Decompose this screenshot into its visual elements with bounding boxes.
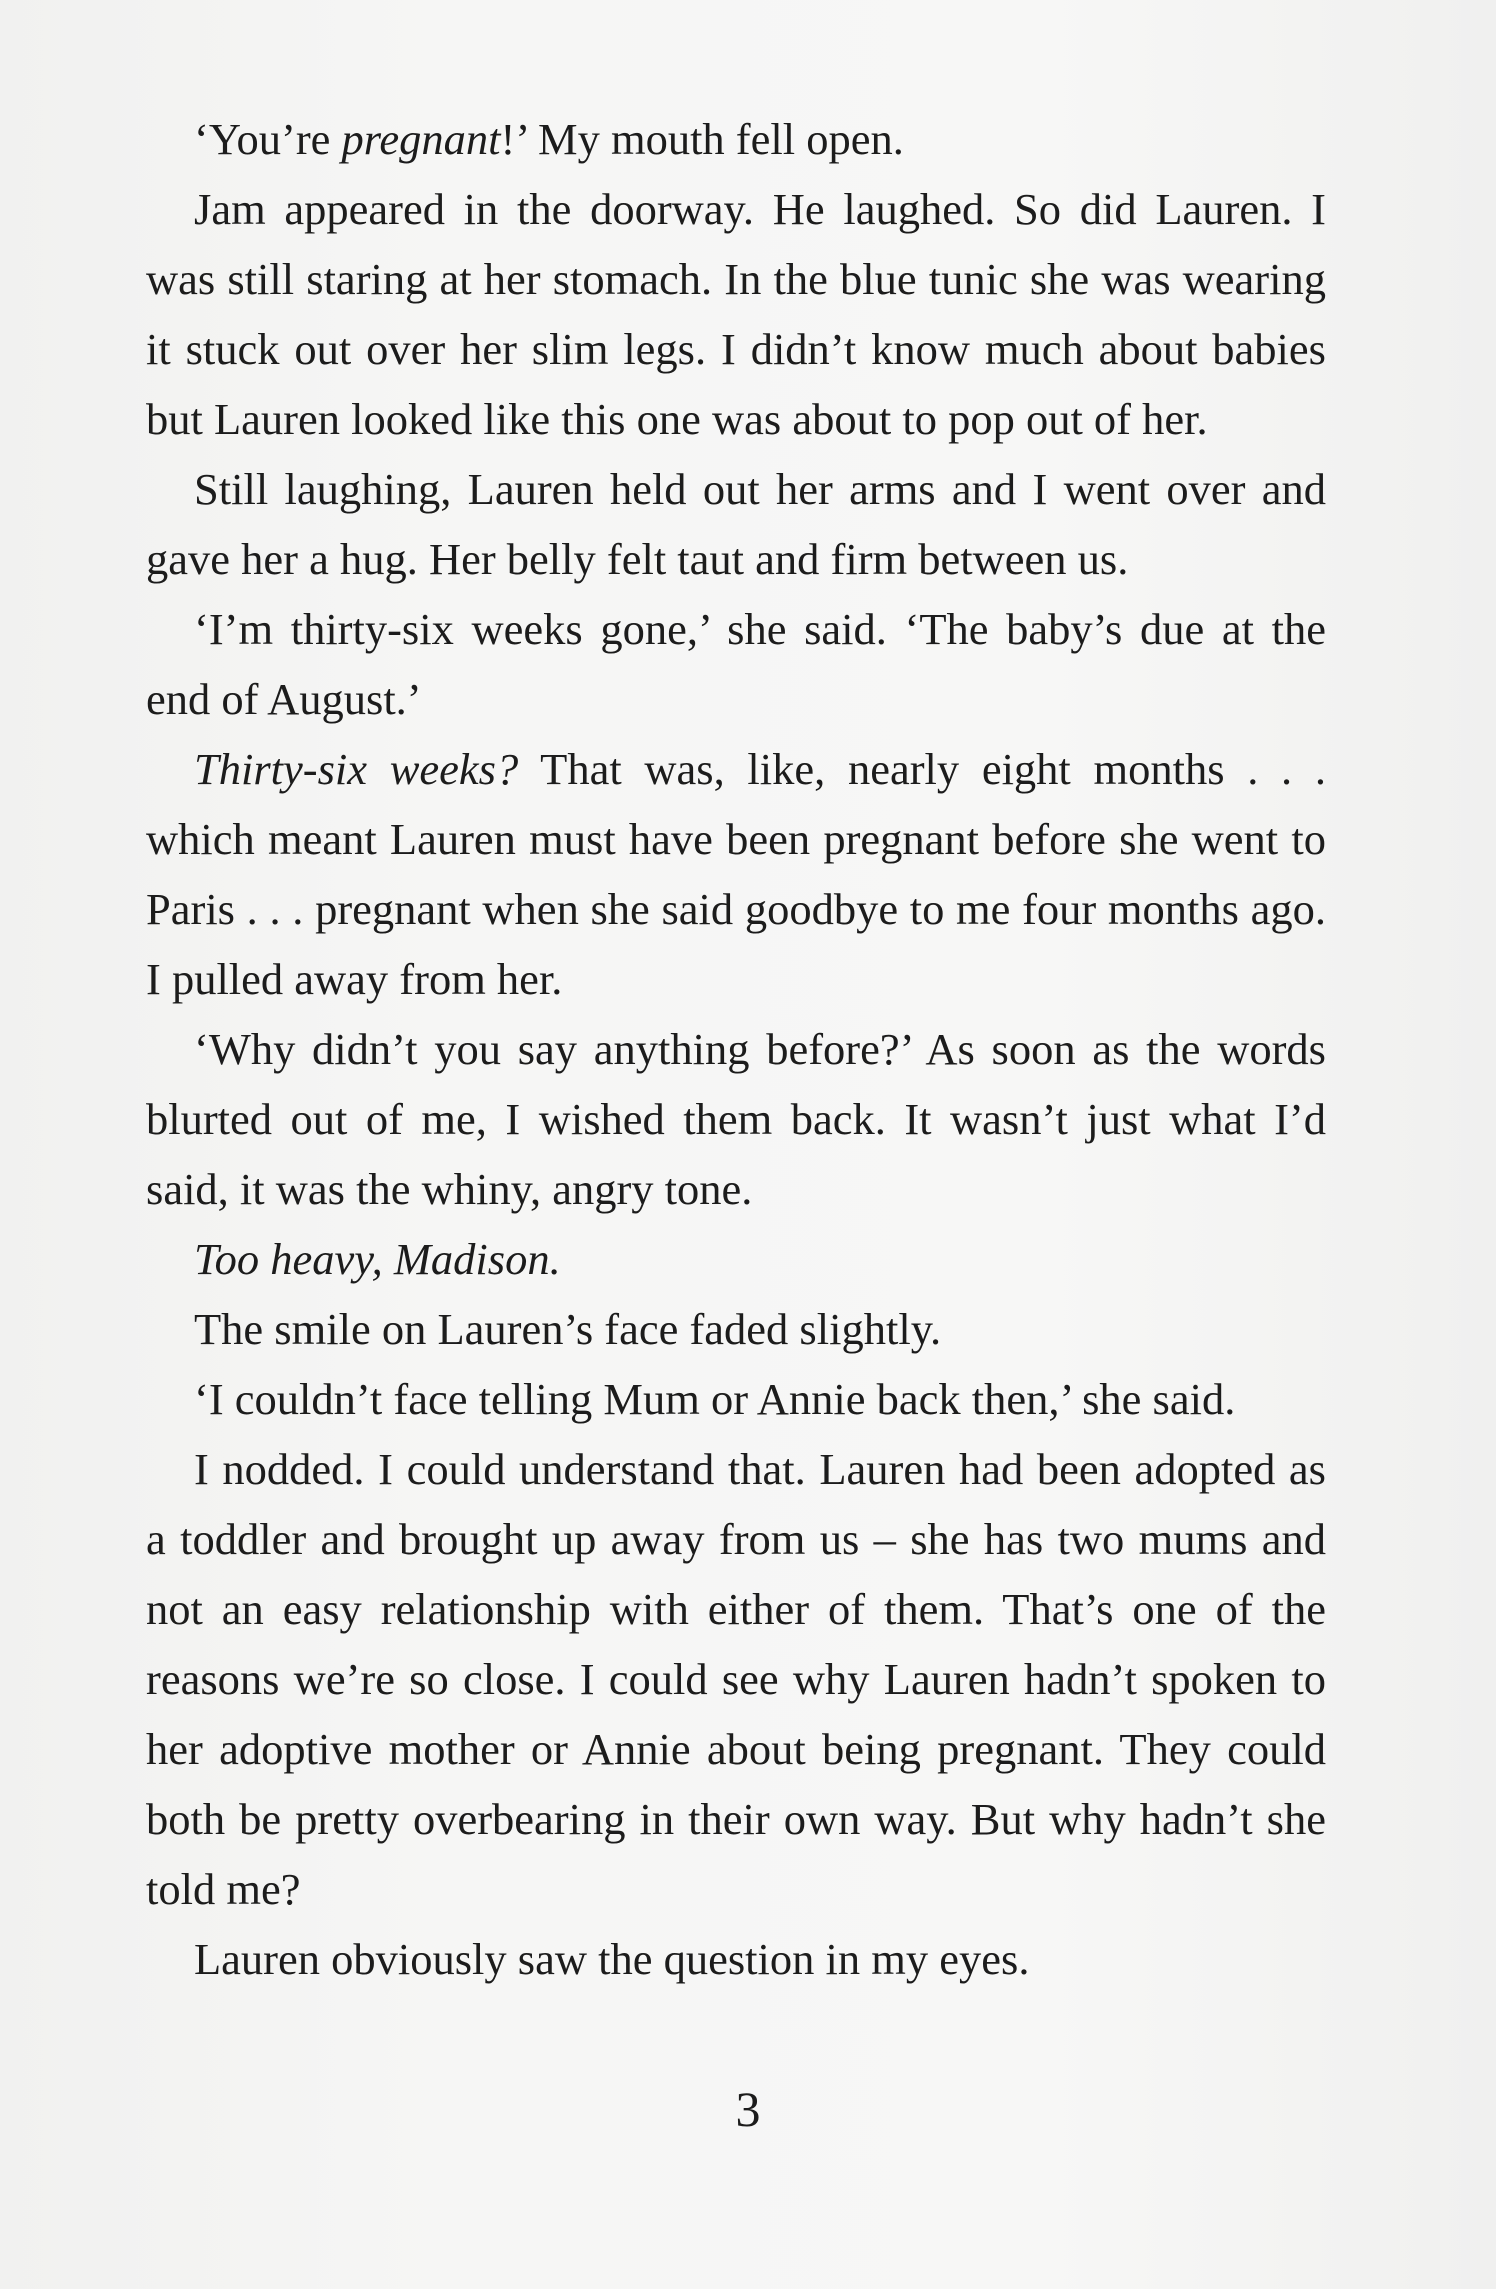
italic-text-span: pregnant — [341, 114, 501, 164]
paragraph — [146, 1364, 1326, 1434]
text-span: ‘I’m thirty-six weeks gone,’ she said. ‘The baby’s due at the end of August.’ — [146, 604, 1326, 724]
paragraph — [146, 1294, 1326, 1364]
page-number: 3 — [735, 2081, 761, 2137]
paragraph — [146, 734, 1326, 1014]
paragraph — [146, 1014, 1326, 1224]
paragraph — [146, 594, 1326, 734]
paragraph — [146, 1224, 1326, 1294]
paragraph — [146, 454, 1326, 594]
text-span: I nodded. I could understand that. Lauren had been adopted as a toddler and brought up away from us – she has two mums and not an easy relationship with either of them. That’s one of the reasons we’re so close. I could see why Lauren hadn’t spoken to her adoptive mother or Annie about being pregnant. They could both be pretty overbearing in their own way. But why hadn’t she told me? — [146, 1444, 1326, 1914]
text-span: Lauren obviously saw the question in my eyes. — [194, 1934, 1030, 1984]
paragraph — [146, 104, 1326, 174]
body-text — [146, 104, 1326, 1994]
text-span: That was, like, nearly eight months . . . which meant Lauren must have been pregnant before she went to Paris . . . pregnant when she said goodbye to me four months ago. I pulled away from her. — [146, 744, 1326, 1004]
text-span: ‘You’re — [194, 114, 342, 164]
paragraph — [146, 1434, 1326, 1924]
text-span: Still laughing, Lauren held out her arms and I went over and gave her a hug. Her belly felt taut and firm between us. — [146, 464, 1326, 584]
text-span: ‘Why didn’t you say anything before?’ As soon as the words blurted out of me, I wished them back. It wasn’t just what I’d said, it was the whiny, angry tone. — [146, 1024, 1326, 1214]
paragraph — [146, 174, 1326, 454]
text-span: !’ My mouth fell open. — [500, 114, 904, 164]
paragraph — [146, 1924, 1326, 1994]
text-span: Jam appeared in the doorway. He laughed. So did Lauren. I was still staring at her stomach. In the blue tunic she was wearing it stuck out over her slim legs. I didn’t know much about babies but Lauren looked like this one was about to pop out of her. — [146, 184, 1326, 444]
text-span: The smile on Lauren’s face faded slightly. — [194, 1304, 942, 1354]
text-span: ‘I couldn’t face telling Mum or Annie back then,’ she said. — [194, 1374, 1236, 1424]
italic-text-span: Too heavy, Madison. — [194, 1234, 561, 1284]
italic-text-span: Thirty-six weeks? — [194, 744, 519, 794]
